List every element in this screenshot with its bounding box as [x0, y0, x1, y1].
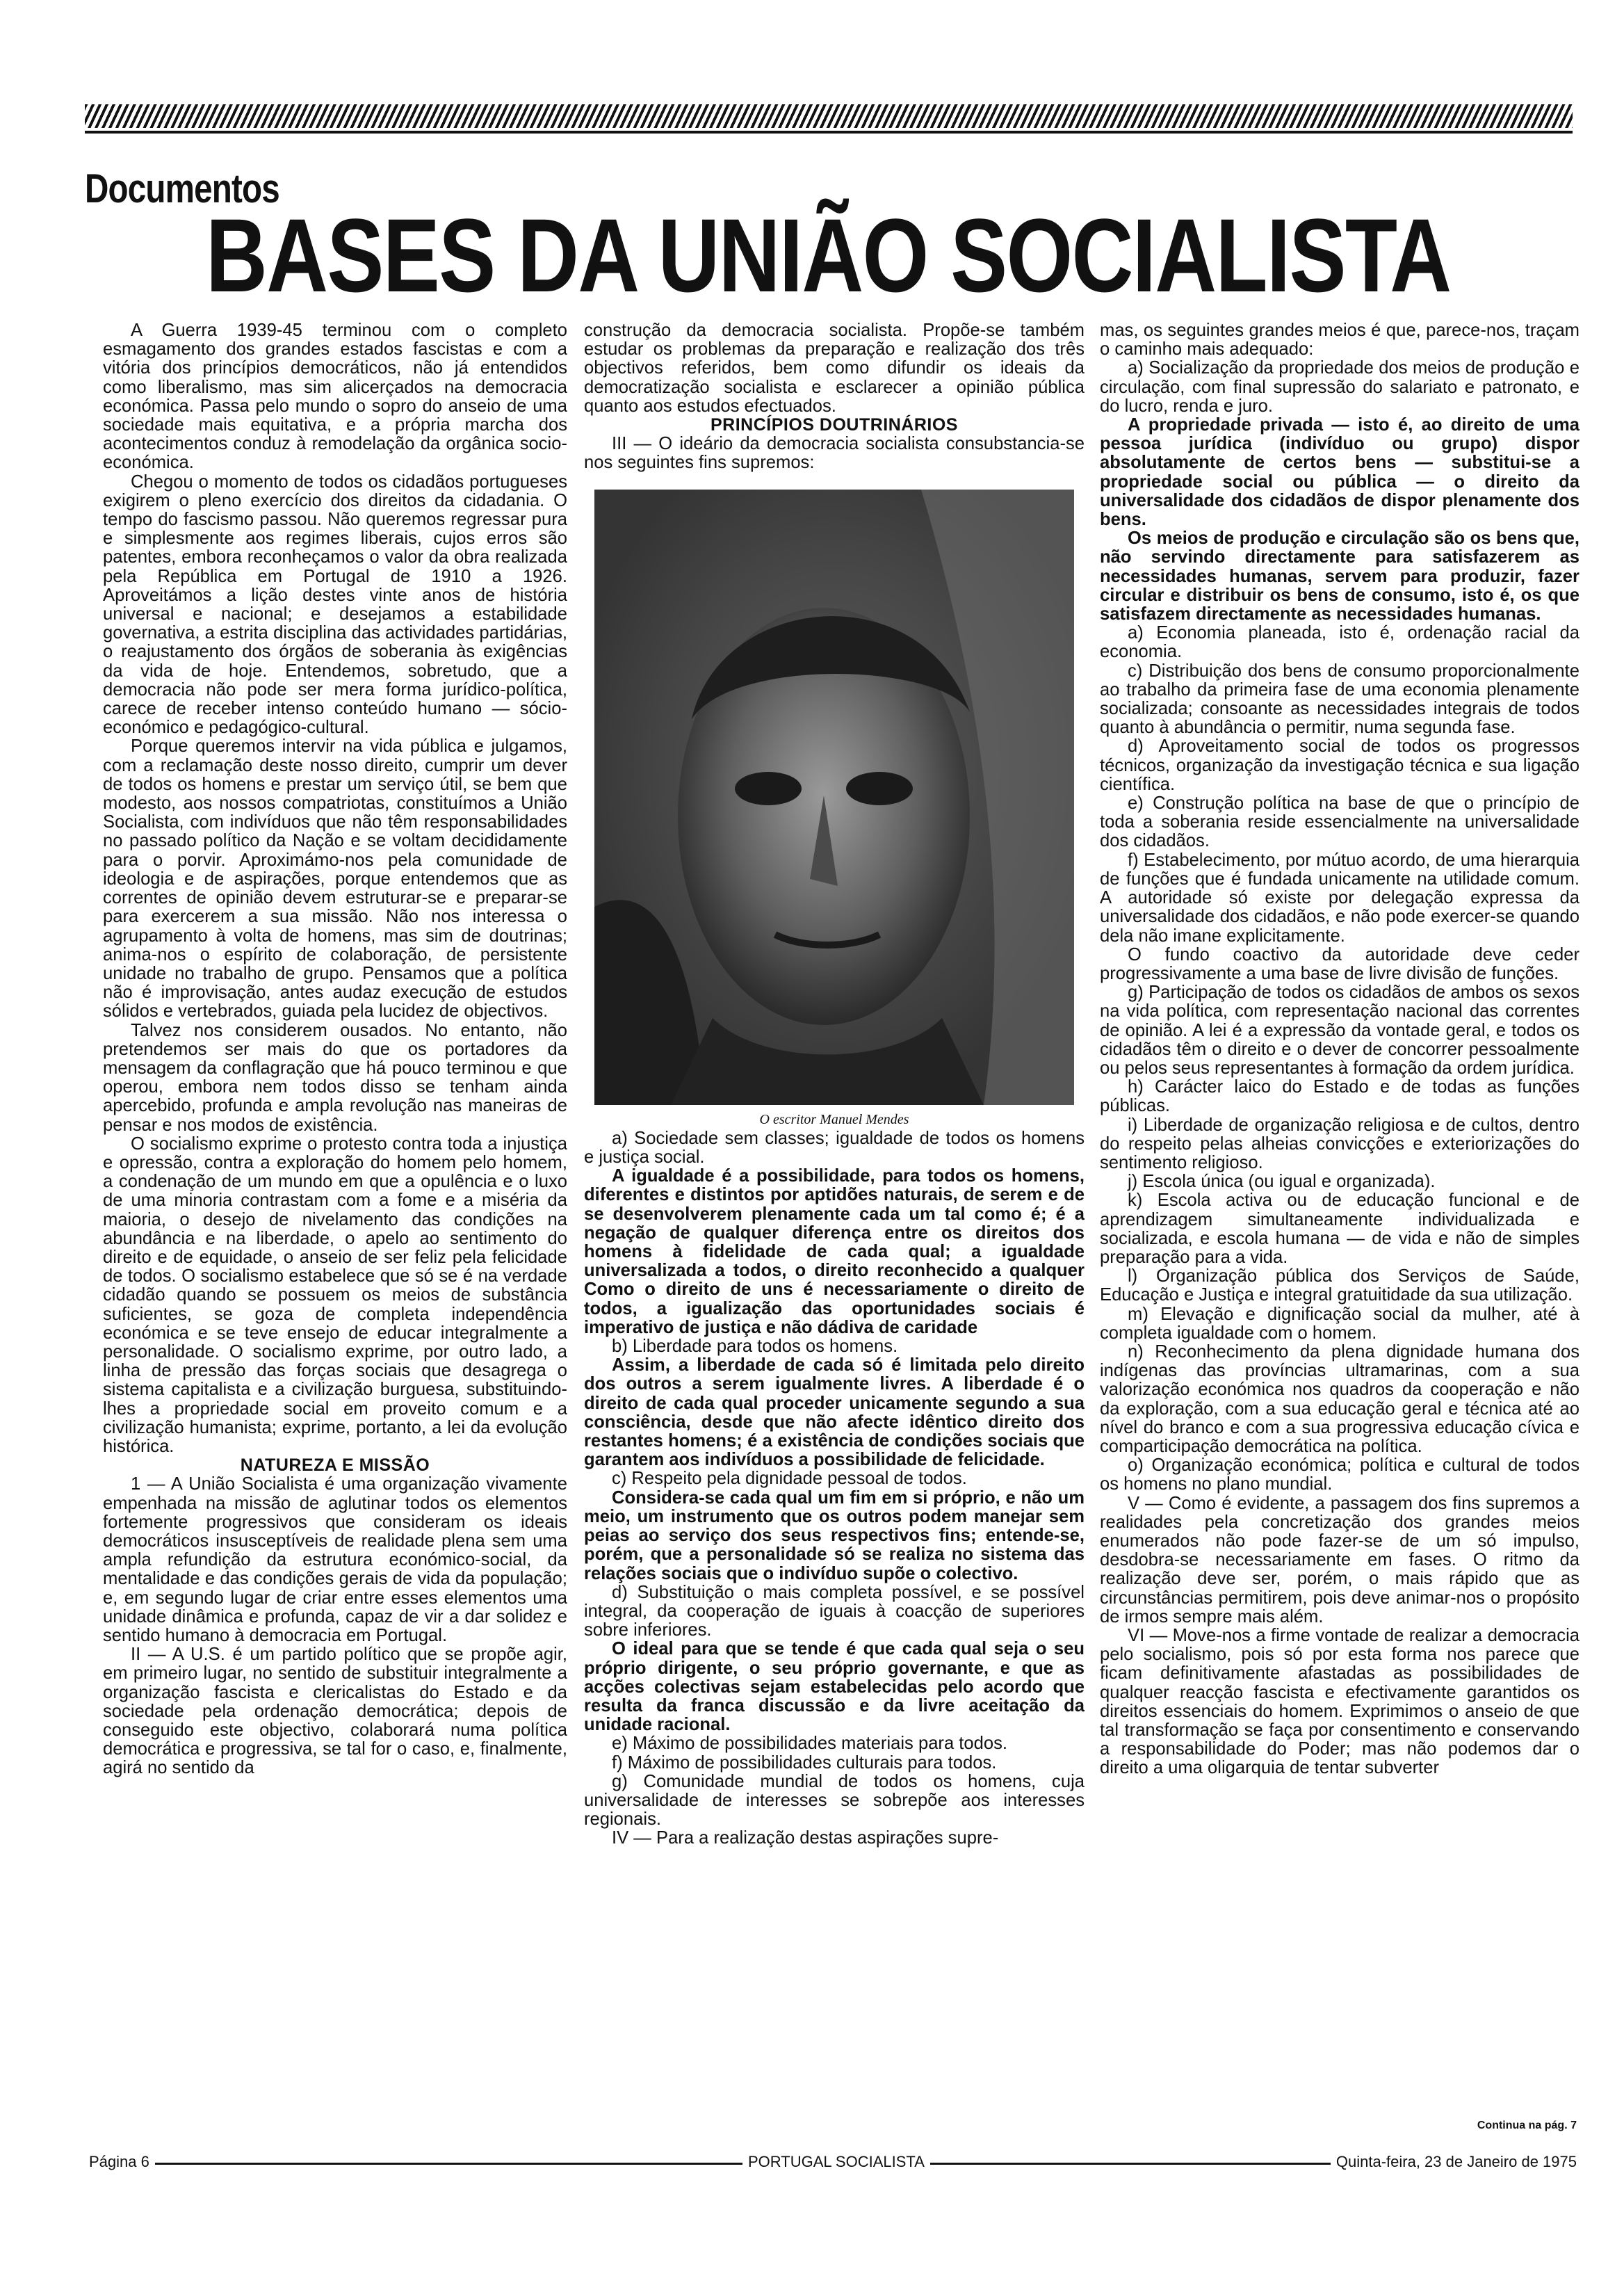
- paragraph: A Guerra 1939-45 terminou com o completo esmagamento dos grandes estados fascistas e com a vitória dos princípios democráticos, não já entendidos como liberalismo, mas sim alicerçados na democracia económica. Passa pelo mundo o sopro do anseio de uma sociedade mais equitativa, e a própria marcha dos acontecimentos conduz à remodelação da orgânica socio-económica.: [103, 321, 567, 473]
- paragraph: e) Construção política na base de que o princípio de toda a soberania reside essencialmente na universalidade dos cidadãos.: [1100, 793, 1580, 851]
- paragraph: l) Organização pública dos Serviços de Saúde, Educação e Justiça e integral gratuitidade da sua utilização.: [1100, 1266, 1580, 1305]
- paragraph: f) Estabelecimento, por mútuo acordo, de uma hierarquia de funções que é fundada unicamente na utilidade comum. A autoridade só existe por delegação expressa da universalidade dos cidadãos, e não pode exercer-se quando dela não imane explicitamente.: [1100, 850, 1580, 946]
- paragraph: d) Aproveitamento social de todos os progressos técnicos, organização da investigação técnica e sua ligação científica.: [1100, 736, 1580, 794]
- paragraph: o) Organização económica; política e cultural de todos os homens no plano mundial.: [1100, 1455, 1580, 1494]
- paragraph: IV — Para a realização destas aspirações supre-: [612, 1828, 999, 1848]
- paragraph: n) Reconhecimento da plena dignidade humana dos indígenas das províncias ultramarinas, com a sua valorização económica nos quadros da cooperação e não da exploração, com a sua educação geral e técnica até ao nível do branco e com a sua progressiva educação cívica e comparticipação democrática na política.: [1100, 1341, 1580, 1456]
- paragraph: II — A U.S. é um partido político que se propõe agir, em primeiro lugar, no sentido de substituir integralmente a organização fascista e clericalistas do Estado e da sociedade pela ordenação democrática; depois de conseguido este objectivo, colaborará numa política democrática e progressiva, se tal for o caso, e, finalmente, agirá no sentido da: [103, 1645, 567, 1778]
- portrait-image: [594, 490, 1074, 1105]
- photo-caption: O escritor Manuel Mendes: [759, 1111, 909, 1127]
- subheading-principios: PRINCÍPIOS DOUTRINÁRIOS: [710, 415, 958, 435]
- paragraph: a) Sociedade sem classes; igualdade de todos os homens e justiça social.: [584, 1128, 1085, 1168]
- footer-date: Quinta-feira, 23 de Janeiro de 1975: [1331, 2153, 1577, 2171]
- footer-paper-name: PORTUGAL SOCIALISTA: [742, 2153, 930, 2171]
- paragraph: construção da democracia socialista. Propõe-se também estudar os problemas da preparação e realização dos três objectivos referidos, bem como difundir os ideais da democratização socialista e esclarecer a opinião pública quanto aos estudos efectuados.: [584, 321, 1085, 416]
- paragraph: c) Respeito pela dignidade pessoal de todos.: [612, 1469, 967, 1489]
- paragraph: III — O ideário da democracia socialista consubstancia-se nos seguintes fins supremos:: [584, 434, 1085, 473]
- paragraph: j) Escola única (ou igual e organizada).: [1128, 1172, 1436, 1192]
- paragraph: f) Máximo de possibilidades culturais para todos.: [612, 1752, 997, 1773]
- paragraph: V — Como é evidente, a passagem dos fins supremos a realidades pela concretização dos grandes meios enumerados não pode fazer-se de um só impulso, desdobra-se necessariamente em fases. O ritmo da realização deve ser, porém, o mais rápido que as circunstâncias permitirem, pois deve animar-nos o propósito de irmos sempre mais além.: [1100, 1493, 1580, 1627]
- paragraph: g) Participação de todos os cidadãos de ambos os sexos na vida política, com representação nacional das correntes de opinião. A lei é a expressão da vontade geral, e todos os cidadãos têm o direito e o dever de concorrer pessoalmente ou pelos seus representantes à formação da ordem jurídica.: [1100, 983, 1580, 1078]
- paragraph: a) Socialização da propriedade dos meios de produção e circulação, com final supressão do salariato e patronato, e do lucro, renda e juro.: [1100, 358, 1580, 416]
- paragraph: A propriedade privada — isto é, ao direito de uma pessoa jurídica (indivíduo ou grupo) dispor absolutamente de certos bens — substitui-se a propriedade social ou pública — o direito da universalidade dos cidadãos de dispor plenamente dos bens.: [1100, 415, 1580, 530]
- page-footer: [89, 2153, 1577, 2174]
- paragraph: c) Distribuição dos bens de consumo proporcionalmente ao trabalho da primeira fase de uma economia plenamente socializada; consoante as necessidades integrais de todos quanto à abundância o permitir, numa segunda fase.: [1100, 661, 1580, 738]
- headline: BASES DA UNIÃO SOCIALISTA: [206, 197, 1451, 314]
- paragraph: i) Liberdade de organização religiosa e de cultos, dentro do respeito pelas alheias convicções e exteriorizações do sentimento religioso.: [1100, 1115, 1580, 1172]
- header-rule: [85, 131, 1573, 134]
- paragraph: Considera-se cada qual um fim em si próprio, e não um meio, um instrumento que os outros podem manejar sem peias ao serviço dos seus respectivos fins; entende-se, porém, que a personalidade só se realiza no sistema das relações sociais que o indivíduo supõe o colectivo.: [584, 1487, 1085, 1583]
- paragraph: Talvez nos considerem ousados. No entanto, não pretendemos ser mais do que os portadores da mensagem da conflagração que há pouco terminou e que operou, embora nem todos disso se tenham ainda apercebido, profunda e ampla revolução nas maneiras de pensar e nos modos de existência.: [103, 1020, 567, 1135]
- article-column-2: [584, 321, 1085, 2136]
- paragraph: VI — Move-nos a firme vontade de realizar a democracia pelo socialismo, pois só por esta forma nos parece que ficam definitivamente afastadas as possibilidades de qualquer reacção fascista e efectivamente garantidos os direitos essenciais do homem. Exprimimos o anseio de que tal transformação se faça por consentimento e conservando a responsabilidade do Poder; mas não podemos dar o direito a uma oligarquia de tentar subverter: [1100, 1626, 1580, 1778]
- paragraph: mas, os seguintes grandes meios é que, parece-nos, traçam o caminho mais adequado:: [1100, 321, 1580, 360]
- paragraph: 1 — A União Socialista é uma organização vivamente empenhada na missão de aglutinar todos os elementos fortemente progressivos que consideram os ideais democráticos insusceptíveis de realidade plena sem uma ampla refundição da estrutura económico-social, da mentalidade e das condições gerais de vida da população; e, em segundo lugar de criar entre esses elementos uma unidade dinâmica e profunda, capaz de vir a dar solidez e sentido humano à democracia em Portugal.: [103, 1474, 567, 1646]
- paragraph: a) Economia planeada, isto é, ordenação racial da economia.: [1100, 623, 1580, 662]
- continue-note: Continua na pág. 7: [1477, 2120, 1577, 2131]
- paragraph: h) Carácter laico do Estado e de todas as funções públicas.: [1100, 1077, 1580, 1116]
- footer-page-number: Página 6: [89, 2153, 155, 2171]
- article-column-3: [1100, 321, 1580, 2129]
- paragraph: d) Substituição o mais completa possível, e se possível integral, da cooperação de iguais à coacção de superiores sobre inferiores.: [584, 1582, 1085, 1640]
- paragraph: Os meios de produção e circulação são os bens que, não servindo directamente para satisfazerem as necessidades humanas, servem para produzir, fazer circular e distribuir os bens de consumo, isto é, os que satisfazem directamente as necessidades humanas.: [1100, 528, 1580, 624]
- paragraph: k) Escola activa ou de educação funcional e de aprendizagem simultaneamente individualizada e socializada, e escola humana — de vida e não de simples preparação para a vida.: [1100, 1191, 1580, 1267]
- header-hatch-band: [85, 104, 1573, 128]
- section-rubric: Documentos: [85, 166, 279, 211]
- paragraph: O fundo coactivo da autoridade deve ceder progressivamente a uma base de livre divisão de funções.: [1100, 944, 1580, 983]
- paragraph: b) Liberdade para todos os homens.: [612, 1337, 898, 1357]
- paragraph: g) Comunidade mundial de todos os homens, cuja universalidade de interesses se sobrepõe aos interesses regionais.: [584, 1771, 1085, 1830]
- paragraph: A igualdade é a possibilidade, para todos os homens, diferentes e distintos por aptidões naturais, de serem e de se desenvolverem plenamente cada um tal como é; é a negação de qualquer diferença entre os direitos dos homens à fidelidade de cada qual; a igualdade universalizada a todos, o direito reconhecido a qualquer Como o direito de uns é necessariamente o direito de todos, a igualização das oportunidades sociais é imperativo de justiça e não dádiva de caridade: [584, 1166, 1085, 1337]
- paragraph: e) Máximo de possibilidades materiais para todos.: [612, 1734, 1008, 1754]
- portrait-photo: [594, 490, 1074, 1105]
- paragraph: Porque queremos intervir na vida pública e julgamos, com a reclamação deste nosso direito, cumprir um dever de todos os homens e prestar um serviço útil, se bem que modesto, aos nossos compatriotas, constituímos a União Socialista, com indivíduos que não têm responsabilidades no passado político da Nação e se voltam decididamente para o porvir. Aproximámo-nos pela comunidade de ideologia e de aspirações, porque entendemos que as correntes de opinião devem estruturar-se e preparar-se para exercerem a sua missão. Não nos interessa o agrupamento à volta de homens, mas sim de doutrinas; anima-nos o espírito de colaboração, de persistente unidade no trabalho de grupo. Pensamos que a política não é improvisação, antes audaz execução de estudos sólidos e vertebrados, guiada pela lucidez de objectivos.: [103, 736, 567, 1022]
- article-column-1: [103, 321, 567, 1851]
- paragraph: O socialismo exprime o protesto contra toda a injustiça e opressão, contra a exploração do homem pelo homem, a condenação de um mundo em que a opulência e o luxo de uma minoria contrastam com a fome e a miséria da maioria, o desejo de nivelamento das condições na abundância e na liberdade, o apelo ao sentimento do direito e de equidade, o anseio de ser feliz pela felicidade de todos. O socialismo estabelece que só se é na verdade cidadão quando se possuem os meios de substância suficientes, se goza de completa independência económica e se teve ensejo de educar integralmente a personalidade. O socialismo exprime, por outro lado, a linha de pressão das forças sociais que desagrega o sistema capitalista e a civilização burguesa, substituindo-lhes a propriedade social em proveito comum e a civilização humanista; exprime, portanto, a lei da evolução histórica.: [103, 1133, 567, 1456]
- paragraph: Assim, a liberdade de cada só é limitada pelo direito dos outros a serem igualmente livres. A liberdade é o direito de cada qual proceder unicamente segundo a sua consciência, desde que não afecte idêntico direito dos restantes homens; é a existência de condições sociais que garantem aos indivíduos a possibilidade de felicidade.: [584, 1355, 1085, 1470]
- paragraph: O ideal para que se tende é que cada qual seja o seu próprio dirigente, o seu próprio governante, e que as acções colectivas sejam estabelecidas pelo acordo que resulta da franca discussão e da livre aceitação da unidade racional.: [584, 1639, 1085, 1735]
- paragraph: Chegou o momento de todos os cidadãos portugueses exigirem o pleno exercício dos direitos da cidadania. O tempo do fascismo passou. Não queremos regressar pura e simplesmente aos regimes liberais, cujos erros são patentes, embora reconheçamos o valor da obra realizada pela República em Portugal de 1910 a 1926. Aproveitámos a lição destes vinte anos de história universal e nacional; e desejamos a estabilidade governativa, a estrita disciplina das actividades partidárias, o reajustamento dos órgãos de soberania às exigências da vida de hoje. Entendemos, sobretudo, que a democracia não pode ser mera forma jurídico-política, carece de receber intenso conteúdo humano — sócio-económico e pedagógico-cultural.: [103, 471, 567, 738]
- paragraph: m) Elevação e dignificação social da mulher, até à completa igualdade com o homem.: [1100, 1304, 1580, 1343]
- subheading-natureza: NATUREZA E MISSÃO: [240, 1455, 430, 1476]
